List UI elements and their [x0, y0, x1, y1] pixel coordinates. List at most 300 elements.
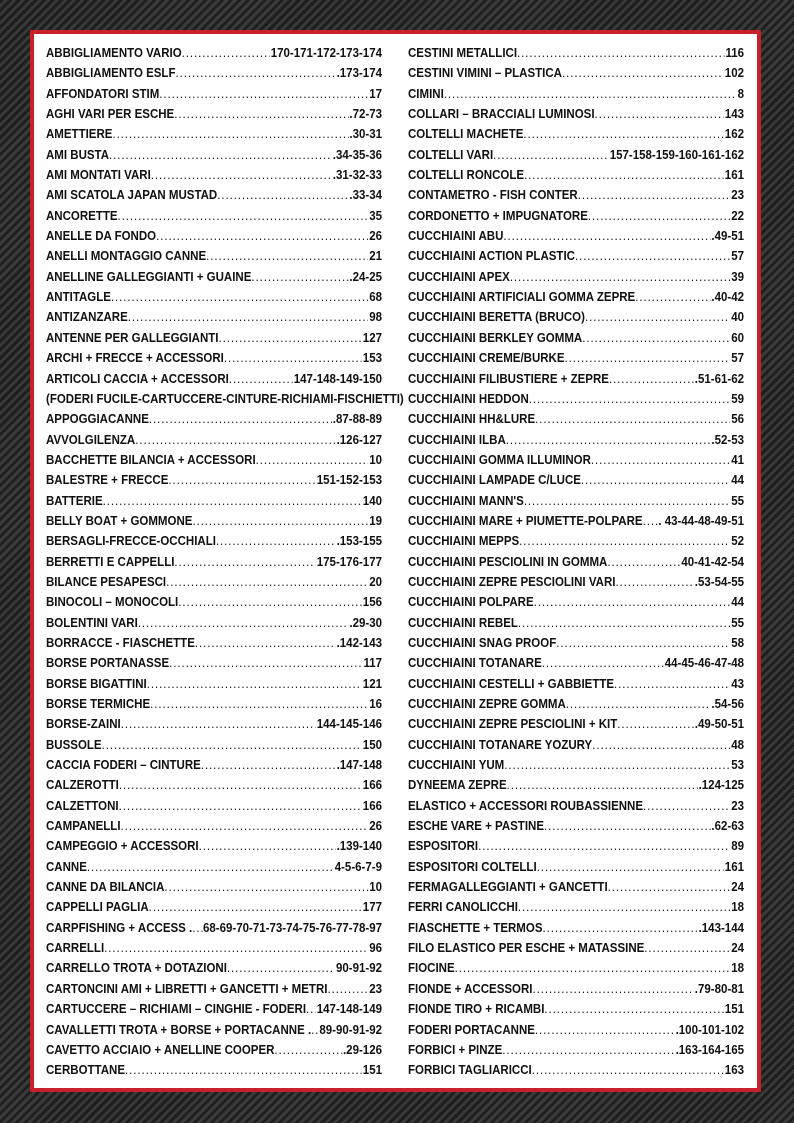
dot-leader	[517, 43, 724, 63]
dot-leader	[588, 206, 730, 226]
entry-name: ESPOSITORI COLTELLI	[408, 859, 537, 874]
dot-leader	[178, 592, 362, 612]
index-column-left	[46, 43, 404, 1081]
entry-pages: 21	[369, 249, 383, 264]
index-entry	[408, 694, 744, 714]
entry-pages: .126-127	[336, 432, 383, 447]
entry-pages: 127	[362, 330, 383, 345]
dot-leader	[591, 450, 730, 470]
dot-leader	[585, 307, 730, 327]
entry-name: CUCCHIAINI MANN'S	[408, 493, 524, 508]
entry-name: CERBOTTANE	[46, 1063, 126, 1078]
entry-name: CUCCHIAINI ARTIFICIALI GOMMA ZEPRE	[408, 290, 636, 305]
entry-name: BINOCOLI – MONOCOLI	[46, 595, 179, 610]
entry-pages: 57	[731, 351, 745, 366]
dot-leader	[534, 592, 731, 612]
entry-name: CUCCHIAINI ABU	[408, 229, 504, 244]
entry-name: BORSE TERMICHE	[46, 697, 151, 711]
dot-leader	[529, 389, 731, 409]
entry-pages: 162	[724, 127, 745, 142]
dot-leader	[138, 613, 349, 633]
index-entry	[408, 491, 744, 511]
index-entry	[408, 918, 744, 938]
dot-leader	[595, 104, 724, 124]
entry-name: FORBICI TAGLIARICCI	[408, 1063, 532, 1078]
entry-name: CUCCHIAINI CESTELLI + GABBIETTE	[408, 676, 615, 691]
index-entry	[408, 816, 744, 836]
index-entry	[46, 918, 382, 938]
dot-leader	[519, 531, 730, 551]
entry-pages: 44	[731, 595, 745, 610]
entry-pages: 10	[369, 880, 383, 895]
index-entry	[408, 84, 744, 104]
entry-name: CUCCHIAINI YUM	[408, 758, 505, 773]
entry-pages: .49-51	[711, 229, 745, 244]
entry-pages: .139-140	[336, 839, 383, 854]
entry-name: CUCCHIAINI APEX	[408, 269, 510, 284]
dot-leader	[201, 755, 336, 775]
entry-name: FERRI CANOLICCHI	[408, 900, 518, 915]
entry-pages: 68	[369, 290, 383, 305]
entry-name: ANTENNE PER GALLEGGIANTI	[46, 330, 219, 345]
dot-leader	[135, 430, 335, 450]
index-entry	[408, 674, 744, 694]
entry-name: COLTELLI RONCOLE	[408, 168, 525, 183]
index-entry	[408, 409, 744, 429]
entry-pages: 16	[369, 697, 383, 711]
dot-leader	[256, 450, 369, 470]
entry-pages: 23	[369, 981, 383, 996]
dot-leader	[156, 226, 368, 246]
entry-name: ANCORETTE	[46, 208, 118, 223]
index-entry	[408, 1060, 744, 1080]
dot-leader	[327, 979, 368, 999]
entry-name: CONTAMETRO - FISH CONTER	[408, 188, 578, 203]
dot-leader	[565, 348, 731, 368]
index-entry	[46, 816, 382, 836]
index-entry	[408, 897, 744, 917]
dot-leader	[159, 84, 368, 104]
index-entry	[46, 938, 382, 958]
entry-pages: 161	[724, 859, 745, 874]
entry-pages: 153	[362, 351, 383, 366]
entry-pages: 89-90-91-92	[319, 1022, 383, 1037]
entry-name: COLTELLI MACHETE	[408, 127, 524, 142]
entry-name: CUCCHIAINI ZEPRE PESCIOLINI + KIT	[408, 717, 618, 732]
entry-name: CANNE DA BILANCIA	[46, 880, 165, 895]
entry-name: CARPFISHING + ACCESS .	[46, 920, 193, 935]
entry-pages: 10	[369, 452, 383, 467]
dot-leader	[118, 206, 369, 226]
dot-leader	[524, 165, 724, 185]
entry-pages: 20	[369, 574, 383, 589]
dot-leader	[507, 775, 698, 795]
index-entry	[408, 775, 744, 795]
index-entry	[46, 206, 382, 226]
dot-leader	[224, 348, 362, 368]
entry-name: ANTITAGLE	[46, 290, 111, 305]
entry-pages: 53	[731, 758, 745, 773]
entry-pages: 44	[731, 473, 745, 488]
entry-name: CUCCHIAINI PESCIOLINI IN GOMMA	[408, 554, 608, 569]
entry-name: (FODERI FUCILE-CARTUCCERE-CINTURE-RICHIAMI-FISCHIETTI)	[46, 391, 404, 406]
entry-pages: 116	[725, 46, 745, 60]
entry-name: BORSE PORTANASSE	[46, 656, 170, 671]
index-entry	[408, 63, 744, 83]
entry-name: CAMPANELLI	[46, 819, 121, 834]
entry-pages: 23	[731, 188, 745, 203]
dot-leader	[566, 694, 711, 714]
index-entry	[408, 633, 744, 653]
entry-name: CORDONETTO + IMPUGNATORE	[408, 208, 588, 223]
dot-leader	[506, 430, 711, 450]
entry-name: BALESTRE + FRECCE	[46, 473, 169, 488]
index-entry	[408, 836, 744, 856]
index-entry	[46, 389, 404, 409]
dot-leader	[111, 287, 368, 307]
index-entry	[408, 287, 744, 307]
index-entry	[46, 491, 382, 511]
index-entry	[46, 287, 382, 307]
entry-pages: 24	[731, 941, 745, 956]
entry-pages: 102	[724, 66, 745, 81]
entry-pages: 89	[731, 839, 745, 854]
index-entry	[408, 857, 744, 877]
dot-leader	[493, 145, 609, 165]
entry-pages: .62-63	[711, 819, 745, 834]
dot-leader	[444, 84, 737, 104]
dot-leader	[455, 958, 731, 978]
dot-leader	[578, 185, 731, 205]
index-entry	[46, 735, 382, 755]
entry-name: CUCCHIAINI LAMPADE C/LUCE	[408, 473, 581, 488]
dot-leader	[227, 958, 335, 978]
index-entry	[46, 470, 382, 490]
index-entry	[46, 1020, 382, 1040]
entry-pages: 90-91-92	[335, 961, 383, 976]
dot-leader	[128, 307, 369, 327]
dot-leader	[149, 897, 362, 917]
entry-name: BACCHETTE BILANCIA + ACCESSORI	[46, 452, 256, 467]
index-entry	[408, 958, 744, 978]
entry-pages: 151	[362, 1063, 383, 1078]
entry-name: ANELLI MONTAGGIO CANNE	[46, 249, 207, 264]
entry-pages: 35	[369, 208, 383, 223]
entry-name: CUCCHIAINI MEPPS	[408, 534, 520, 549]
index-entry	[408, 104, 744, 124]
entry-pages: 147-148-149-150	[293, 371, 383, 386]
index-entry	[46, 958, 382, 978]
entry-pages: .34-35-36	[332, 147, 383, 162]
index-entry	[408, 1040, 744, 1060]
dot-leader	[609, 369, 694, 389]
dot-leader	[150, 694, 368, 714]
entry-name: CESTINI VIMINI – PLASTICA	[408, 66, 562, 81]
index-entry	[408, 246, 744, 266]
dot-leader	[217, 185, 348, 205]
entry-name: CIMINI	[408, 86, 444, 101]
entry-name: ANELLINE GALLEGGIANTI + GUAINE	[46, 269, 252, 284]
entry-name: AMI SCATOLA JAPAN MUSTAD	[46, 188, 218, 203]
entry-name: CUCCHIAINI ZEPRE PESCIOLINI VARI	[408, 574, 616, 589]
dot-leader	[518, 897, 730, 917]
index-entry	[408, 511, 744, 531]
dot-leader	[182, 43, 270, 63]
index-entry	[408, 755, 744, 775]
entry-name: COLLARI – BRACCIALI LUMINOSI	[408, 107, 595, 122]
index-entry	[408, 470, 744, 490]
entry-pages: .153-155	[336, 534, 383, 549]
index-entry	[408, 267, 744, 287]
entry-pages: 44-45-46-47-48	[664, 656, 745, 671]
dot-leader	[533, 979, 694, 999]
dot-leader	[535, 409, 730, 429]
entry-pages: 18	[731, 961, 745, 976]
dot-leader	[532, 1060, 724, 1080]
entry-pages: 39	[731, 269, 745, 284]
dot-leader	[581, 470, 730, 490]
entry-name: CUCCHIAINI REBEL	[408, 615, 518, 630]
entry-name: CESTINI METALLICI	[408, 46, 518, 60]
entry-pages: 177	[362, 900, 383, 915]
entry-pages: .29-126	[342, 1042, 383, 1057]
index-entry	[408, 165, 744, 185]
entry-name: FIASCHETTE + TERMOS	[408, 920, 543, 935]
dot-leader	[607, 552, 680, 572]
dot-leader	[556, 633, 730, 653]
index-entry	[408, 592, 744, 612]
entry-pages: 170-171-172-173-174	[270, 46, 383, 60]
index-entry	[46, 84, 382, 104]
entry-name: FIONDE TIRO + RICAMBI	[408, 1002, 545, 1017]
dot-leader	[216, 531, 336, 551]
index-entry	[46, 836, 382, 856]
dot-leader	[524, 491, 730, 511]
dot-leader	[149, 409, 332, 429]
index-entry	[46, 592, 382, 612]
dot-leader	[635, 287, 710, 307]
entry-name: FIONDE + ACCESSORI	[408, 981, 533, 996]
entry-pages: 4-5-6-7-9	[334, 859, 383, 874]
index-entry	[46, 185, 382, 205]
dot-leader	[102, 735, 362, 755]
index-entry	[408, 999, 744, 1019]
dot-leader	[543, 918, 698, 938]
entry-pages: .79-80-81	[694, 981, 745, 996]
index-entry	[408, 43, 744, 63]
entry-pages: .173-174	[336, 66, 383, 81]
dot-leader	[121, 714, 316, 734]
index-entry	[46, 613, 382, 633]
dot-leader	[175, 63, 335, 83]
index-entry	[46, 1040, 382, 1060]
entry-pages: 26	[369, 229, 383, 244]
index-entry	[46, 674, 382, 694]
entry-pages: 40	[731, 310, 745, 325]
entry-name: CALZEROTTI	[46, 778, 119, 793]
dot-leader	[219, 328, 362, 348]
dot-leader	[608, 877, 731, 897]
dot-leader	[112, 124, 348, 144]
index-entry	[408, 796, 744, 816]
entry-name: FODERI PORTACANNE	[408, 1022, 535, 1037]
dot-leader	[251, 267, 348, 287]
dot-leader	[544, 816, 710, 836]
dot-leader	[518, 613, 730, 633]
index-entry	[46, 755, 382, 775]
dot-leader	[166, 572, 368, 592]
dot-leader	[192, 511, 368, 531]
dot-leader	[592, 735, 730, 755]
index-entry	[46, 897, 382, 917]
entry-pages: 23	[731, 798, 745, 813]
entry-pages: 8	[737, 86, 745, 101]
entry-name: ELASTICO + ACCESSORI ROUBASSIENNE	[408, 798, 644, 813]
entry-pages: .52-53	[711, 432, 745, 447]
entry-name: CUCCHIAINI HEDDON	[408, 391, 529, 406]
dot-leader	[121, 816, 369, 836]
entry-name: ARCHI + FRECCE + ACCESSORI	[46, 351, 224, 366]
index-entry	[46, 450, 382, 470]
index-entry	[46, 409, 382, 429]
index-entry	[408, 552, 744, 572]
entry-pages: 144-145-146	[316, 717, 383, 732]
dot-leader	[502, 1040, 674, 1060]
entry-name: CACCIA FODERI – CINTURE	[46, 758, 201, 773]
index-entry	[46, 979, 382, 999]
entry-name: BERSAGLI-FRECCE-OCCHIALI	[46, 534, 216, 549]
index-entry	[408, 328, 744, 348]
index-entry	[408, 877, 744, 897]
entry-name: CARRELLI	[46, 941, 105, 956]
entry-pages: .142-143	[336, 635, 383, 650]
index-page	[30, 30, 761, 1092]
entry-name: BUSSOLE	[46, 737, 102, 752]
dot-leader	[195, 633, 336, 653]
entry-name: ANELLE DA FONDO	[46, 229, 157, 244]
entry-name: CUCCHIAINI ZEPRE GOMMA	[408, 697, 566, 711]
entry-name: APPOGGIACANNE	[46, 412, 149, 427]
entry-name: ESCHE VARE + PASTINE	[408, 819, 545, 834]
index-entry	[46, 267, 382, 287]
index-entry	[46, 1060, 382, 1080]
dot-leader	[306, 999, 316, 1019]
entry-pages: 18	[731, 900, 745, 915]
index-entry	[46, 877, 382, 897]
dot-leader	[615, 572, 693, 592]
entry-name: FILO ELASTICO PER ESCHE + MATASSINE	[408, 941, 645, 956]
dot-leader	[510, 267, 730, 287]
entry-pages: 140	[362, 493, 383, 508]
index-entry	[46, 348, 382, 368]
entry-name: CUCCHIAINI HH&LURE	[408, 412, 536, 427]
index-entry	[46, 63, 382, 83]
index-entry	[408, 714, 744, 734]
index-entry	[46, 145, 382, 165]
entry-name: CUCCHIAINI BERETTA (BRUCO)	[408, 310, 585, 325]
index-column-right	[408, 43, 744, 1081]
index-entry	[408, 653, 744, 673]
entry-name: AMI MONTATI VARI	[46, 168, 151, 183]
entry-pages: .29-30	[349, 615, 383, 630]
dot-leader	[614, 674, 730, 694]
index-entry	[46, 796, 382, 816]
entry-pages: .143-144	[698, 920, 745, 935]
entry-pages: 161	[724, 168, 745, 183]
entry-pages: 24	[731, 880, 745, 895]
entry-name: ARTICOLI CACCIA + ACCESSORI	[46, 371, 229, 386]
dot-leader	[164, 877, 368, 897]
dot-leader	[174, 104, 348, 124]
entry-pages: .30-31	[349, 127, 383, 142]
entry-pages: 55	[731, 493, 745, 508]
entry-name: BERRETTI E CAPPELLI	[46, 554, 175, 569]
entry-pages: 60	[731, 330, 745, 345]
dot-leader	[109, 145, 332, 165]
dot-leader	[504, 755, 730, 775]
entry-pages: 156	[362, 595, 383, 610]
dot-leader	[535, 1020, 675, 1040]
entry-pages: 151-152-153	[316, 473, 383, 488]
entry-pages: 150	[362, 737, 383, 752]
index-entry	[408, 735, 744, 755]
entry-pages: 175-176-177	[316, 554, 383, 569]
entry-name: FERMAGALLEGGIANTI + GANCETTI	[408, 880, 608, 895]
entry-name: CUCCHIAINI GOMMA ILLUMINOR	[408, 452, 591, 467]
entry-pages: 52	[731, 534, 745, 549]
dot-leader	[542, 653, 664, 673]
entry-pages: 68-69-70-71-73-74-75-76-77-78-97	[202, 920, 383, 935]
entry-name: ESPOSITORI	[408, 839, 479, 854]
dot-leader	[192, 918, 202, 938]
entry-name: CARTONCINI AMI + LIBRETTI + GANCETTI + METRI	[46, 981, 328, 996]
entry-name: CUCCHIAINI FILIBUSTIERE + ZEPRE	[408, 371, 609, 386]
index-entry	[408, 124, 744, 144]
index-entry	[46, 165, 382, 185]
index-entry	[408, 348, 744, 368]
entry-pages: .54-56	[711, 697, 745, 711]
entry-name: COLTELLI VARI	[408, 147, 494, 162]
dot-leader	[523, 124, 723, 144]
index-entry	[46, 124, 382, 144]
index-entry	[46, 246, 382, 266]
entry-name: ABBIGLIAMENTO ESLF	[46, 66, 176, 81]
index-entry	[46, 226, 382, 246]
entry-name: AMI BUSTA	[46, 147, 110, 162]
entry-name: AMETTIERE	[46, 127, 113, 142]
index-entry	[46, 857, 382, 877]
entry-name: DYNEEMA ZEPRE	[408, 778, 507, 793]
entry-pages: 98	[369, 310, 383, 325]
index-entry	[408, 1020, 744, 1040]
index-entry	[408, 185, 744, 205]
index-entry	[46, 328, 382, 348]
index-entry	[408, 389, 744, 409]
entry-pages: 17	[369, 86, 383, 101]
entry-name: BOLENTINI VARI	[46, 615, 138, 630]
entry-name: BILANCE PESAPESCI	[46, 574, 167, 589]
entry-name: CALZETTONI	[46, 798, 119, 813]
entry-pages: 157-158-159-160-161-162	[609, 147, 745, 162]
entry-pages: .53-54-55	[694, 574, 745, 589]
entry-pages: 166	[362, 798, 383, 813]
dot-leader	[582, 328, 730, 348]
index-entry	[46, 511, 382, 531]
entry-name: BELLY BOAT + GOMMONE	[46, 513, 193, 528]
entry-pages: 22	[731, 208, 745, 223]
index-entry	[408, 430, 744, 450]
entry-pages: 43	[731, 676, 745, 691]
